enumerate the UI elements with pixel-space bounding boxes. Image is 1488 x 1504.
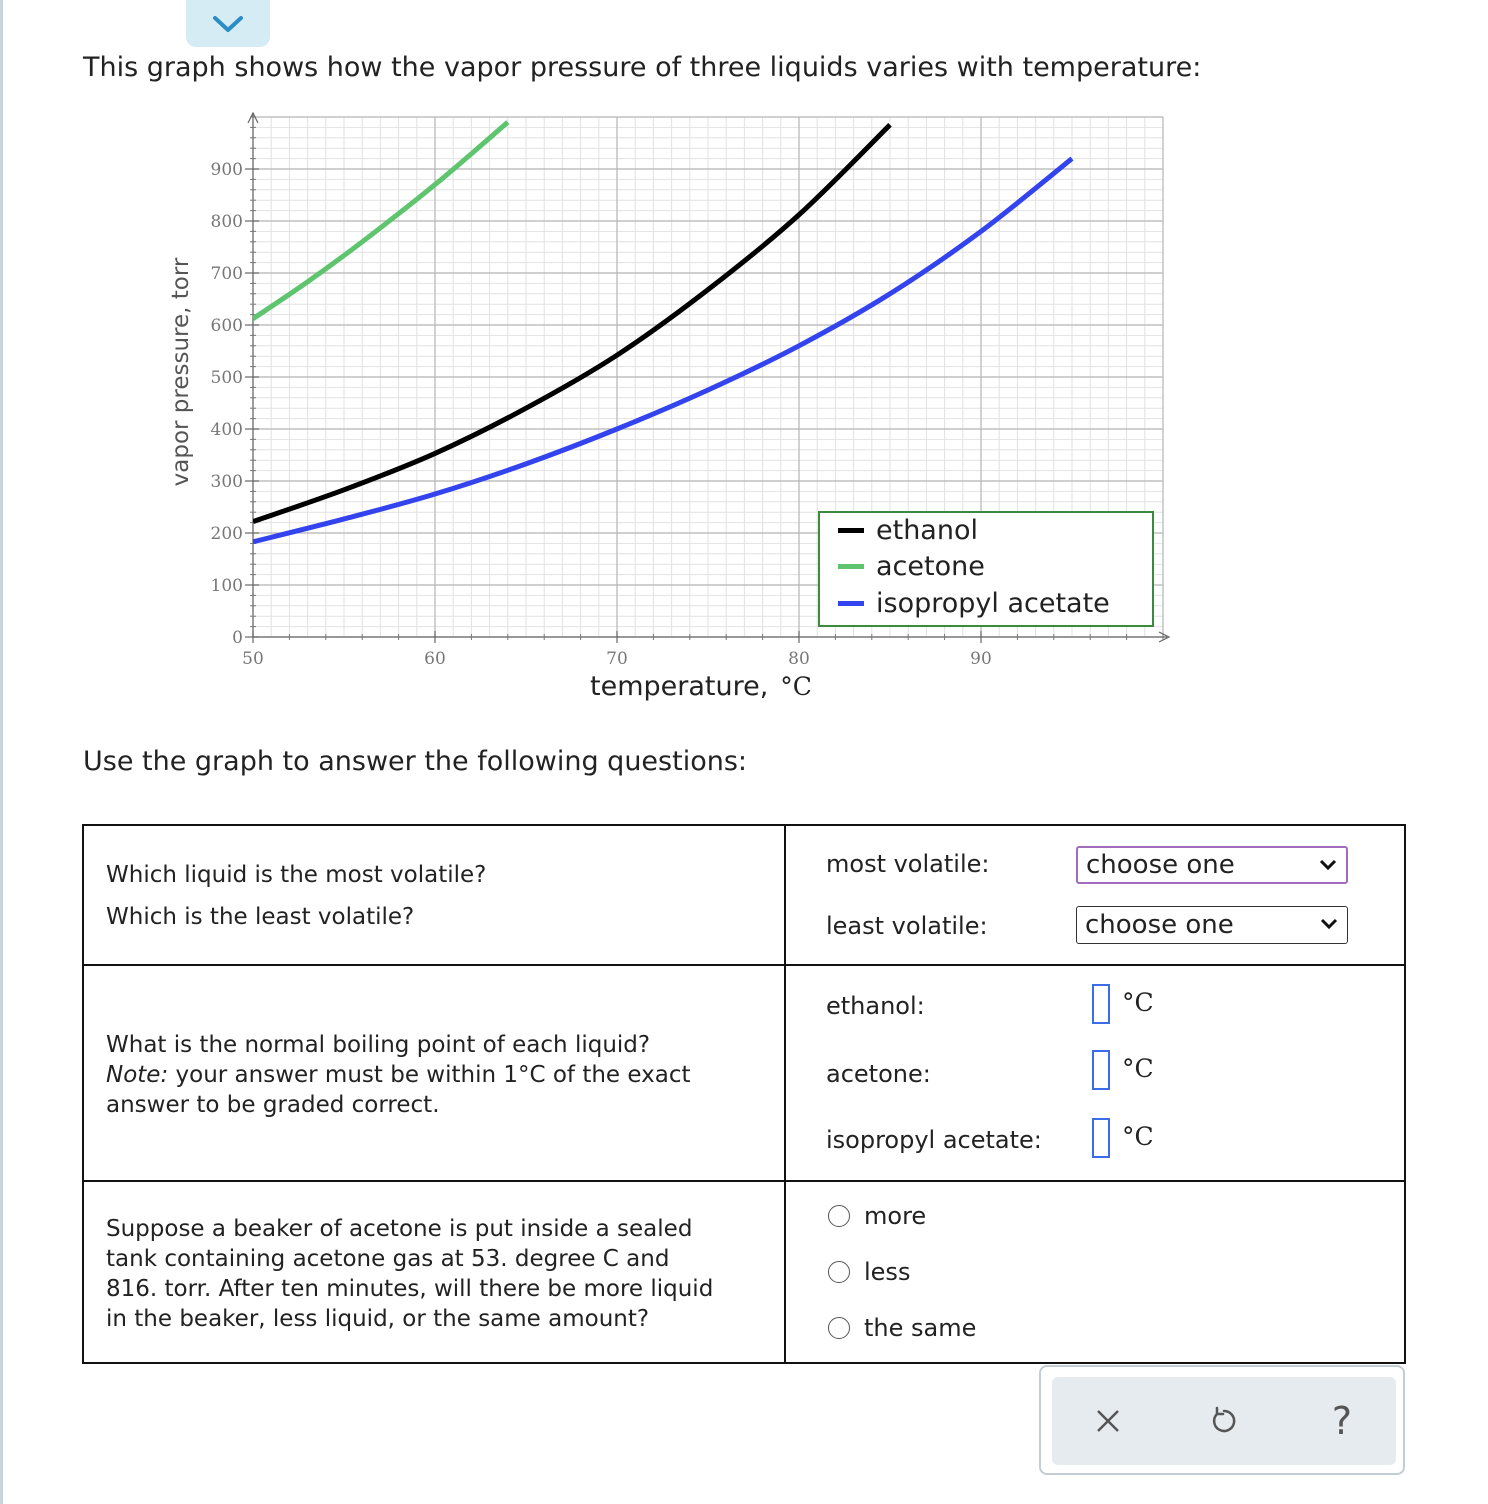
isopropyl-acetate-bp-input[interactable] (1092, 1118, 1110, 1158)
question-row-volatility (83, 825, 1405, 965)
most-volatile-select[interactable] (1076, 846, 1348, 884)
legend-label-isopropyl-acetate: isopropyl acetate (876, 588, 1110, 619)
chevron-down-icon (1319, 917, 1339, 931)
question-cell-equilibrium (83, 1181, 785, 1363)
help-icon: ? (1331, 1399, 1353, 1443)
isopropyl-acetate-bp-label: isopropyl acetate: (826, 1126, 1042, 1154)
question-cell-boiling-point (83, 965, 785, 1181)
questions-heading: Use the graph to answer the following questions: (83, 746, 747, 777)
y-tick-label: 400 (210, 420, 243, 440)
boiling-question-line2 (106, 1060, 766, 1090)
radio-option-the-same[interactable] (828, 1314, 976, 1342)
ethanol-bp-input[interactable] (1092, 984, 1110, 1024)
vapor-pressure-chart (0, 0, 1488, 720)
y-tick-label: 300 (210, 472, 243, 492)
radio-option-less[interactable] (828, 1258, 910, 1286)
radio-label-less: less (864, 1258, 911, 1286)
question-most-volatile: Which liquid is the most volatile? (106, 862, 487, 888)
least-volatile-select-value: choose one (1085, 910, 1234, 940)
equilibrium-line3: 816. torr. After ten minutes, will there be more liquid (106, 1276, 714, 1302)
question-row-equilibrium (83, 1181, 1405, 1363)
boiling-question-line1: What is the normal boiling point of each liquid? (106, 1032, 651, 1058)
equilibrium-line1: Suppose a beaker of acetone is put inside a sealed (106, 1216, 693, 1242)
radio-circle-the-same[interactable] (828, 1317, 850, 1339)
chart-area (0, 0, 1488, 720)
y-tick-label: 500 (210, 368, 243, 388)
question-equilibrium (106, 1214, 776, 1334)
undo-button[interactable] (1198, 1395, 1250, 1447)
radio-label-the-same: the same (864, 1314, 977, 1342)
y-tick-label: 900 (210, 160, 243, 180)
acetone-bp-input[interactable] (1092, 1050, 1110, 1090)
equilibrium-line4: in the beaker, less liquid, or the same amount? (106, 1306, 650, 1332)
question-cell-volatility (83, 825, 785, 965)
help-button[interactable] (1316, 1395, 1368, 1447)
close-icon (1094, 1407, 1122, 1435)
y-axis-label: vapor pressure, torr (168, 257, 194, 487)
y-tick-label: 200 (210, 524, 243, 544)
legend-label-acetone: acetone (876, 551, 985, 582)
most-volatile-label: most volatile: (826, 850, 990, 878)
y-tick-label: 0 (232, 628, 243, 648)
answer-cell-volatility (785, 825, 1405, 965)
legend-label-ethanol: ethanol (876, 515, 978, 546)
y-tick-label: 700 (210, 264, 243, 284)
question-row-boiling-point (83, 965, 1405, 1181)
acetone-bp-unit: °C (1122, 1054, 1154, 1083)
answer-cell-equilibrium (785, 1181, 1405, 1363)
intro-text: This graph shows how the vapor pressure of three liquids varies with temperature: (83, 52, 1202, 83)
acetone-bp-label: acetone: (826, 1060, 931, 1088)
action-bar (1052, 1377, 1396, 1465)
most-volatile-select-value: choose one (1086, 850, 1235, 880)
least-volatile-label: least volatile: (826, 912, 988, 940)
answer-cell-boiling-point (785, 965, 1405, 1181)
radio-label-more: more (864, 1202, 927, 1230)
ethanol-bp-label: ethanol: (826, 992, 925, 1020)
clear-button[interactable] (1082, 1395, 1134, 1447)
x-tick-label: 70 (606, 649, 628, 669)
x-tick-label: 80 (788, 649, 810, 669)
undo-icon (1208, 1405, 1240, 1437)
x-axis-label-text: temperature, (590, 671, 769, 702)
equilibrium-line2: tank containing acetone gas at 53. degree C and (106, 1246, 670, 1272)
questions-table (82, 824, 1406, 1364)
ethanol-bp-unit: °C (1122, 988, 1154, 1017)
x-tick-label: 90 (970, 649, 992, 669)
chevron-down-icon (1318, 858, 1338, 872)
series-line-isopropyl-acetate (253, 159, 1072, 542)
radio-circle-more[interactable] (828, 1205, 850, 1227)
y-tick-label: 600 (210, 316, 243, 336)
action-toolbar (1039, 1365, 1405, 1475)
isopropyl-acetate-bp-unit: °C (1122, 1122, 1154, 1151)
y-tick-label: 800 (210, 212, 243, 232)
y-tick-label: 100 (210, 576, 243, 596)
series-line-ethanol (253, 125, 890, 522)
question-boiling-point (106, 1030, 766, 1120)
x-axis-unit: °C (780, 672, 812, 701)
x-tick-label: 50 (242, 649, 264, 669)
least-volatile-select[interactable] (1076, 906, 1348, 944)
radio-option-more[interactable] (828, 1202, 926, 1230)
question-least-volatile: Which is the least volatile? (106, 904, 415, 930)
note-prefix: Note: (106, 1062, 169, 1088)
x-tick-label: 60 (424, 649, 446, 669)
radio-circle-less[interactable] (828, 1261, 850, 1283)
note-text: your answer must be within 1°C of the exact (168, 1062, 691, 1088)
boiling-question-line3: answer to be graded correct. (106, 1092, 440, 1118)
